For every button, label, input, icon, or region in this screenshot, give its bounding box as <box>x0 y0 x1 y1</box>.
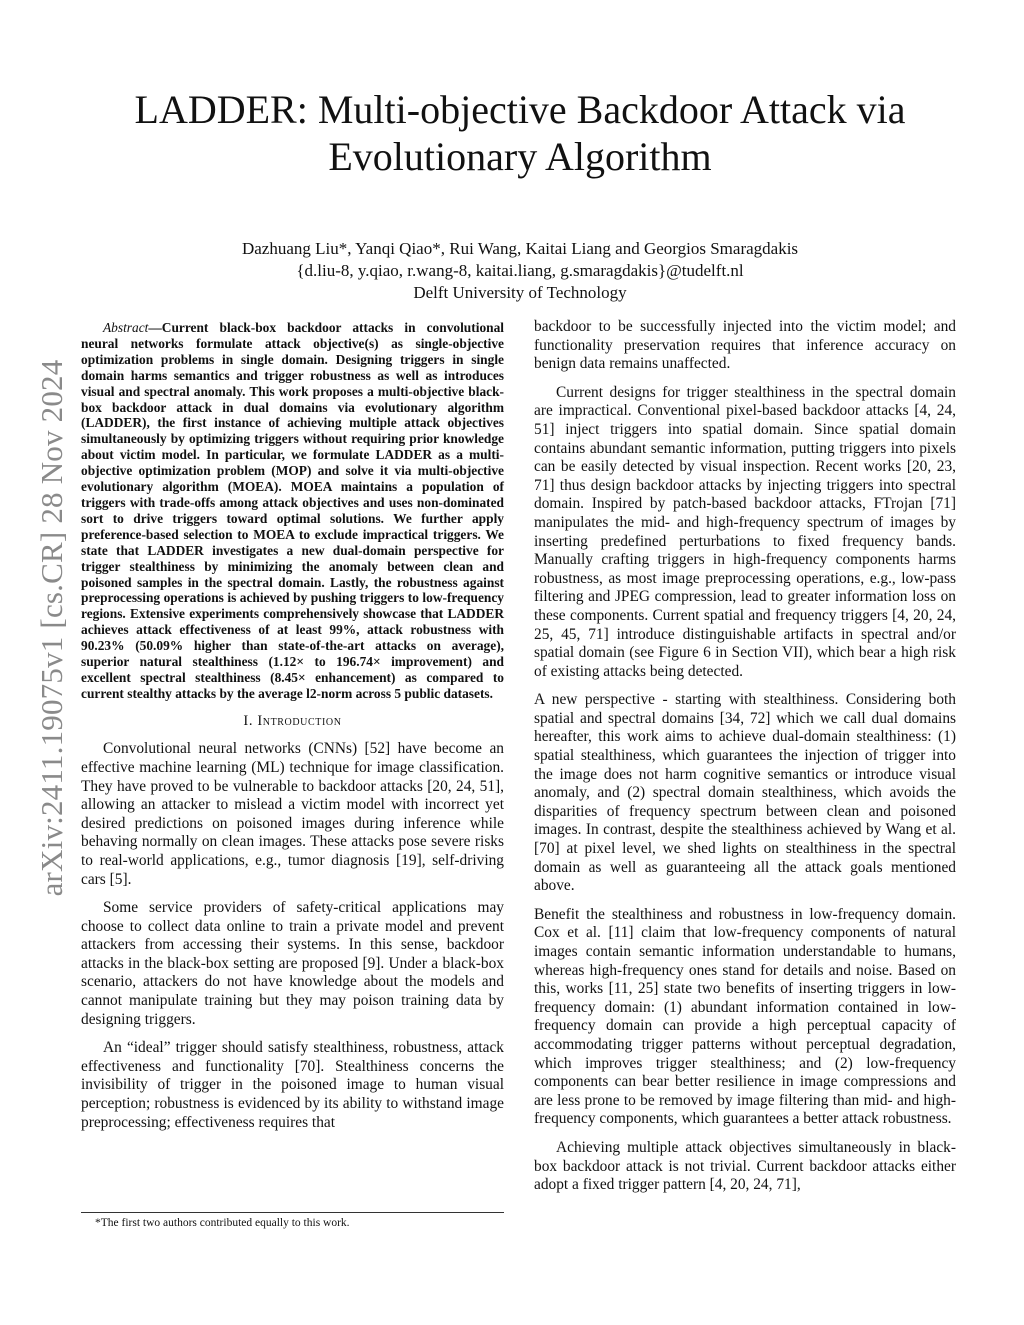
paper-page: arXiv:2411.19075v1 [cs.CR] 28 Nov 2024 LADDER: Multi-objective Backdoor Attack via Evolutionary Algorithm Dazhuang Liu*, Yanqi Qiao*, Rui Wang, Kaitai Liang and Georgios Smaragdakis {d.liu-8, y.qiao, r.wang-8, kaitai.liang, g.smaragdakis}@tudelft.nl Delft University of Technology Abstract—Current black-box backdoor attacks in convolutional neural networks formulate attack objective(s) as single-objective optimization problems in single domain. Designing triggers in single domain harms semantics and trigger robustness as well as introduces visual and spectral anomaly. This work proposes a multi-objective black-box backdoor attack in dual domains via evolutionary algorithm (LADDER), the first instance of achieving multiple attack objectives simultaneously by optimizing triggers without requiring prior knowledge about victim model. In particular, we formulate LADDER as a multi-objective optimization problem (MOP) and solve it via multi-objective evolutionary algorithm (MOEA). MOEA maintains a population of triggers with trade-offs among attack objectives and uses non-dominated sort to drive triggers toward optimal solutions. We further apply preference-based selection to MOEA to exclude impractical triggers. We state that LADDER investigates a new dual-domain perspective for trigger stealthiness by minimizing the anomaly between clean and poisoned samples in the spectral domain. Lastly, the robustness against preprocessing operations is achieved by pushing triggers to low-frequency regions. Extensive experiments comprehensively showcase that LADDER achieves attack effectiveness of at least 99%, attack robustness with 90.23% (50.09% higher than state-of-the-art attacks on average), superior natural stealthiness (1.12× to 196.74× improvement) and excellent spectral stealthiness (8.45× enhancement) as compared to current stealthy attacks by the average l2-norm across 5 public datasets. I. Introduction Convolutional neural networks (CNNs) [52] have become an effective machine learning (ML) technique for image classification. They have proved to be vulnerable to backdoor attacks [20, 24, 51], allowing an attacker to mislead a victim model with incorrect yet desired predictions on poisoned images during inference while behaving normally on clean images. These attacks pose severe risks to real-world applications, e.g., tumor diagnosis [19], self-driving cars [5]. Some service providers of safety-critical applications may choose to collect data online to train a private model and prevent attackers from accessing their systems. In this sense, backdoor attacks in the black-box setting are proposed [9]. Under a black-box scenario, attackers do not have knowledge about the models and cannot manipulate training but they may poison training data by designing triggers. An “ideal” trigger should satisfy stealthiness, robustness, attack effectiveness and functionality [70]. Stealthiness concerns the invisibility of trigger in the poisoned image to human visual perception; robustness is evidenced by its ability to withstand image preprocessing; effectiveness requires that *The first two authors contributed equally to this work. backdoor to be successfully injected into the victim model; and functionality preservation requires that inference accuracy on benign data remains unaffected. Current designs for trigger stealthiness in the spectral domain are impractical. Conventional pixel-based backdoor attacks [4, 24, 51] inject triggers into spatial domain. Since spatial domain contains abundant semantic information, putting triggers into pixels can be easily detected by visual inspection. Recent works [20, 23, 71] thus design backdoor attacks by injecting triggers into spectral domain. Inspired by patch-based backdoor attacks, FTrojan [71] manipulates the mid- and high-frequency spectrum of images by inserting predefined perturbations to fixed frequency bands. Manually crafting triggers in high-frequency components harms robustness, as most image preprocessing operations, e.g., low-pass filtering and JPEG compression, lead to greater information loss on these components. Current spatial and frequency triggers [4, 20, 24, 25, 45, 71] introduce distinguishable artifacts in spectral and/or spatial domain (see Figure 6 in Section VII), which bear a high risk of existing attacks being detected. A new perspective - starting with stealthiness. Considering both spatial and spectral domains [34, 72] which we call dual domains hereafter, this work aims to achieve dual-domain stealthiness: (1) spatial stealthiness, which guarantees the injection of trigger into the image does not harm cognitive semantics or introduce visual anomaly, and (2) spectral domain stealthiness, which avoids the disparities of frequency spectrum between clean and poisoned images. In contrast, despite the stealthiness achieved by Wang et al. [70] at pixel level, we shed lights on stealthiness in the spectral domain as well as guaranteeing all the attack goals mentioned above. Benefit the stealthiness and robustness in low-frequency domain. Cox et al. [11] claim that low-frequency components of natural images contain semantic information understandable to humans, whereas high-frequency ones stand for details and noise. Based on this, works [11, 25] state two benefits of inserting triggers in low-frequency domain: (1) abundant information contained in low-frequency domain can provide a high perceptual capacity of accommodating trigger patterns without perceptual degradation, which improves trigger stealthiness; and (2) low-frequency components can bear better resilience in image compressions and are less prone to be removed by image filtering than mid- and high-frequency components, which guarantees a better attack robustness. Achieving multiple attack objectives simultaneously in black-box backdoor attack is not trivial. Current backdoor attacks either adopt a fixed trigger pattern [4, 20, 24, 71], <box>0 0 1024 1325</box>
paragraph: Convolutional neural networks (CNNs) [52] have become an effective machine learning (ML) technique for image classification. They have proved to be vulnerable to backdoor attacks [20, 24, 51], allowing an attacker to mislead a victim model with incorrect yet desired predictions on poisoned images during inference while behaving normally on clean images. These attacks pose severe risks to real-world applications, e.g., tumor diagnosis [19], self-driving cars [5]. <box>81 740 504 888</box>
paragraph: An “ideal” trigger should satisfy stealthiness, robustness, attack effectiveness and functionality [70]. Stealthiness concerns the invisibility of trigger in the poisoned image to human visual perception; robustness is evidenced by its ability to withstand image preprocessing; effectiveness requires that <box>81 1039 504 1131</box>
author-affiliation: Delft University of Technology <box>413 283 627 302</box>
author-block <box>80 238 960 304</box>
abstract-text: —Current black-box backdoor attacks in convolutional neural networks formulate attack objective(s) as single-objective optimization problems in single domain. Designing triggers in single domain harms semantics and trigger robustness as well as introduces visual and spectral anomaly. This work proposes a multi-objective black-box backdoor attack in dual domains via evolutionary algorithm (LADDER), the first instance of achieving multiple attack objectives simultaneously by optimizing triggers without requiring prior knowledge about victim model. In particular, we formulate LADDER as a multi-objective optimization problem (MOP) and solve it via multi-objective evolutionary algorithm (MOEA). MOEA maintains a population of triggers with trade-offs among attack objectives and uses non-dominated sort to drive triggers toward optimal solutions. We further apply preference-based selection to MOEA to exclude impractical triggers. We state that LADDER investigates a new dual-domain perspective for trigger stealthiness by minimizing the anomaly between clean and poisoned samples in the spectral domain. Lastly, the robustness against preprocessing operations is achieved by pushing triggers to low-frequency regions. Extensive experiments comprehensively showcase that LADDER achieves attack effectiveness of at least 99%, attack robustness with 90.23% (50.09% higher than state-of-the-art attacks on average), superior natural stealthiness (1.12× to 196.74× improvement) and excellent spectral stealthiness (8.45× enhancement) as compared to current stealthy attacks by the average l2-norm across 5 public datasets. <box>81 320 504 701</box>
left-column <box>81 320 504 1142</box>
paragraph: backdoor to be successfully injected into the victim model; and functionality preservation requires that inference accuracy on benign data remains unaffected. <box>534 318 956 373</box>
footnote: *The first two authors contributed equally to this work. <box>95 1217 350 1229</box>
author-names: Dazhuang Liu*, Yanqi Qiao*, Rui Wang, Kaitai Liang and Georgios Smaragdakis <box>241 239 799 258</box>
paragraph: Benefit the stealthiness and robustness in low-frequency domain. Cox et al. [11] claim that low-frequency components of natural images contain semantic information understandable to humans, whereas high-frequency ones stand for details and noise. Based on this, works [11, 25] state two benefits of inserting triggers in low-frequency domain: (1) abundant information contained in low-frequency domain can provide a high perceptual capacity of accommodating trigger patterns without perceptual degradation, which improves trigger stealthiness; and (2) low-frequency components can bear better resilience in image compressions and are less prone to be removed by image filtering than mid- and high-frequency components, which guarantees a better attack robustness. <box>534 905 956 1128</box>
section-number: I. <box>243 712 254 729</box>
author-emails: {d.liu-8, y.qiao, r.wang-8, kaitai.liang, g.smaragdakis}@tudelft.nl <box>296 261 744 280</box>
paragraph: Some service providers of safety-critical applications may choose to collect data online to train a private model and prevent attackers from accessing their systems. In this sense, backdoor attacks in the black-box setting are proposed [9]. Under a black-box scenario, attackers do not have knowledge about the models and cannot manipulate training but they may poison training data by designing triggers. <box>81 899 504 1028</box>
right-column <box>534 318 956 1205</box>
section-title: Introduction <box>257 712 342 729</box>
paragraph: A new perspective - starting with stealthiness. Considering both spatial and spectral domains [34, 72] which we call dual domains hereafter, this work aims to achieve dual-domain stealthiness: (1) spatial stealthiness, which guarantees the injection of trigger into the image does not harm cognitive semantics or introduce visual anomaly, and (2) spectral domain stealthiness, which avoids the disparities of frequency spectrum between clean and poisoned images. In contrast, despite the stealthiness achieved by Wang et al. [70] at pixel level, we shed lights on stealthiness in the spectral domain as well as guaranteeing all the attack goals mentioned above. <box>534 691 956 895</box>
paragraph: Current designs for trigger stealthiness in the spectral domain are impractical. Conventional pixel-based backdoor attacks [4, 24, 51] inject triggers into spatial domain. Since spatial domain contains abundant semantic information, putting triggers into pixels can be easily detected by visual inspection. Recent works [20, 23, 71] thus design backdoor attacks by injecting triggers into spectral domain. Inspired by patch-based backdoor attacks, FTrojan [71] manipulates the mid- and high-frequency spectrum of images by inserting predefined perturbations to fixed frequency bands. Manually crafting triggers in high-frequency components harms robustness, as most image preprocessing operations, e.g., low-pass filtering and JPEG compression, lead to greater information loss on these components. Current spatial and frequency triggers [4, 20, 24, 25, 45, 71] introduce distinguishable artifacts in spectral and/or spatial domain (see Figure 6 in Section VII), which bear a high risk of existing attacks being detected. <box>534 383 956 680</box>
section-heading <box>81 712 504 731</box>
paragraph: Achieving multiple attack objectives simultaneously in black-box backdoor attack is not trivial. Current backdoor attacks either adopt a fixed trigger pattern [4, 20, 24, 71], <box>534 1138 956 1194</box>
footnote-rule <box>81 1212 504 1213</box>
paper-title: LADDER: Multi-objective Backdoor Attack via Evolutionary Algorithm <box>134 87 906 179</box>
abstract <box>81 320 504 702</box>
abstract-lead: Abstract <box>103 320 149 335</box>
